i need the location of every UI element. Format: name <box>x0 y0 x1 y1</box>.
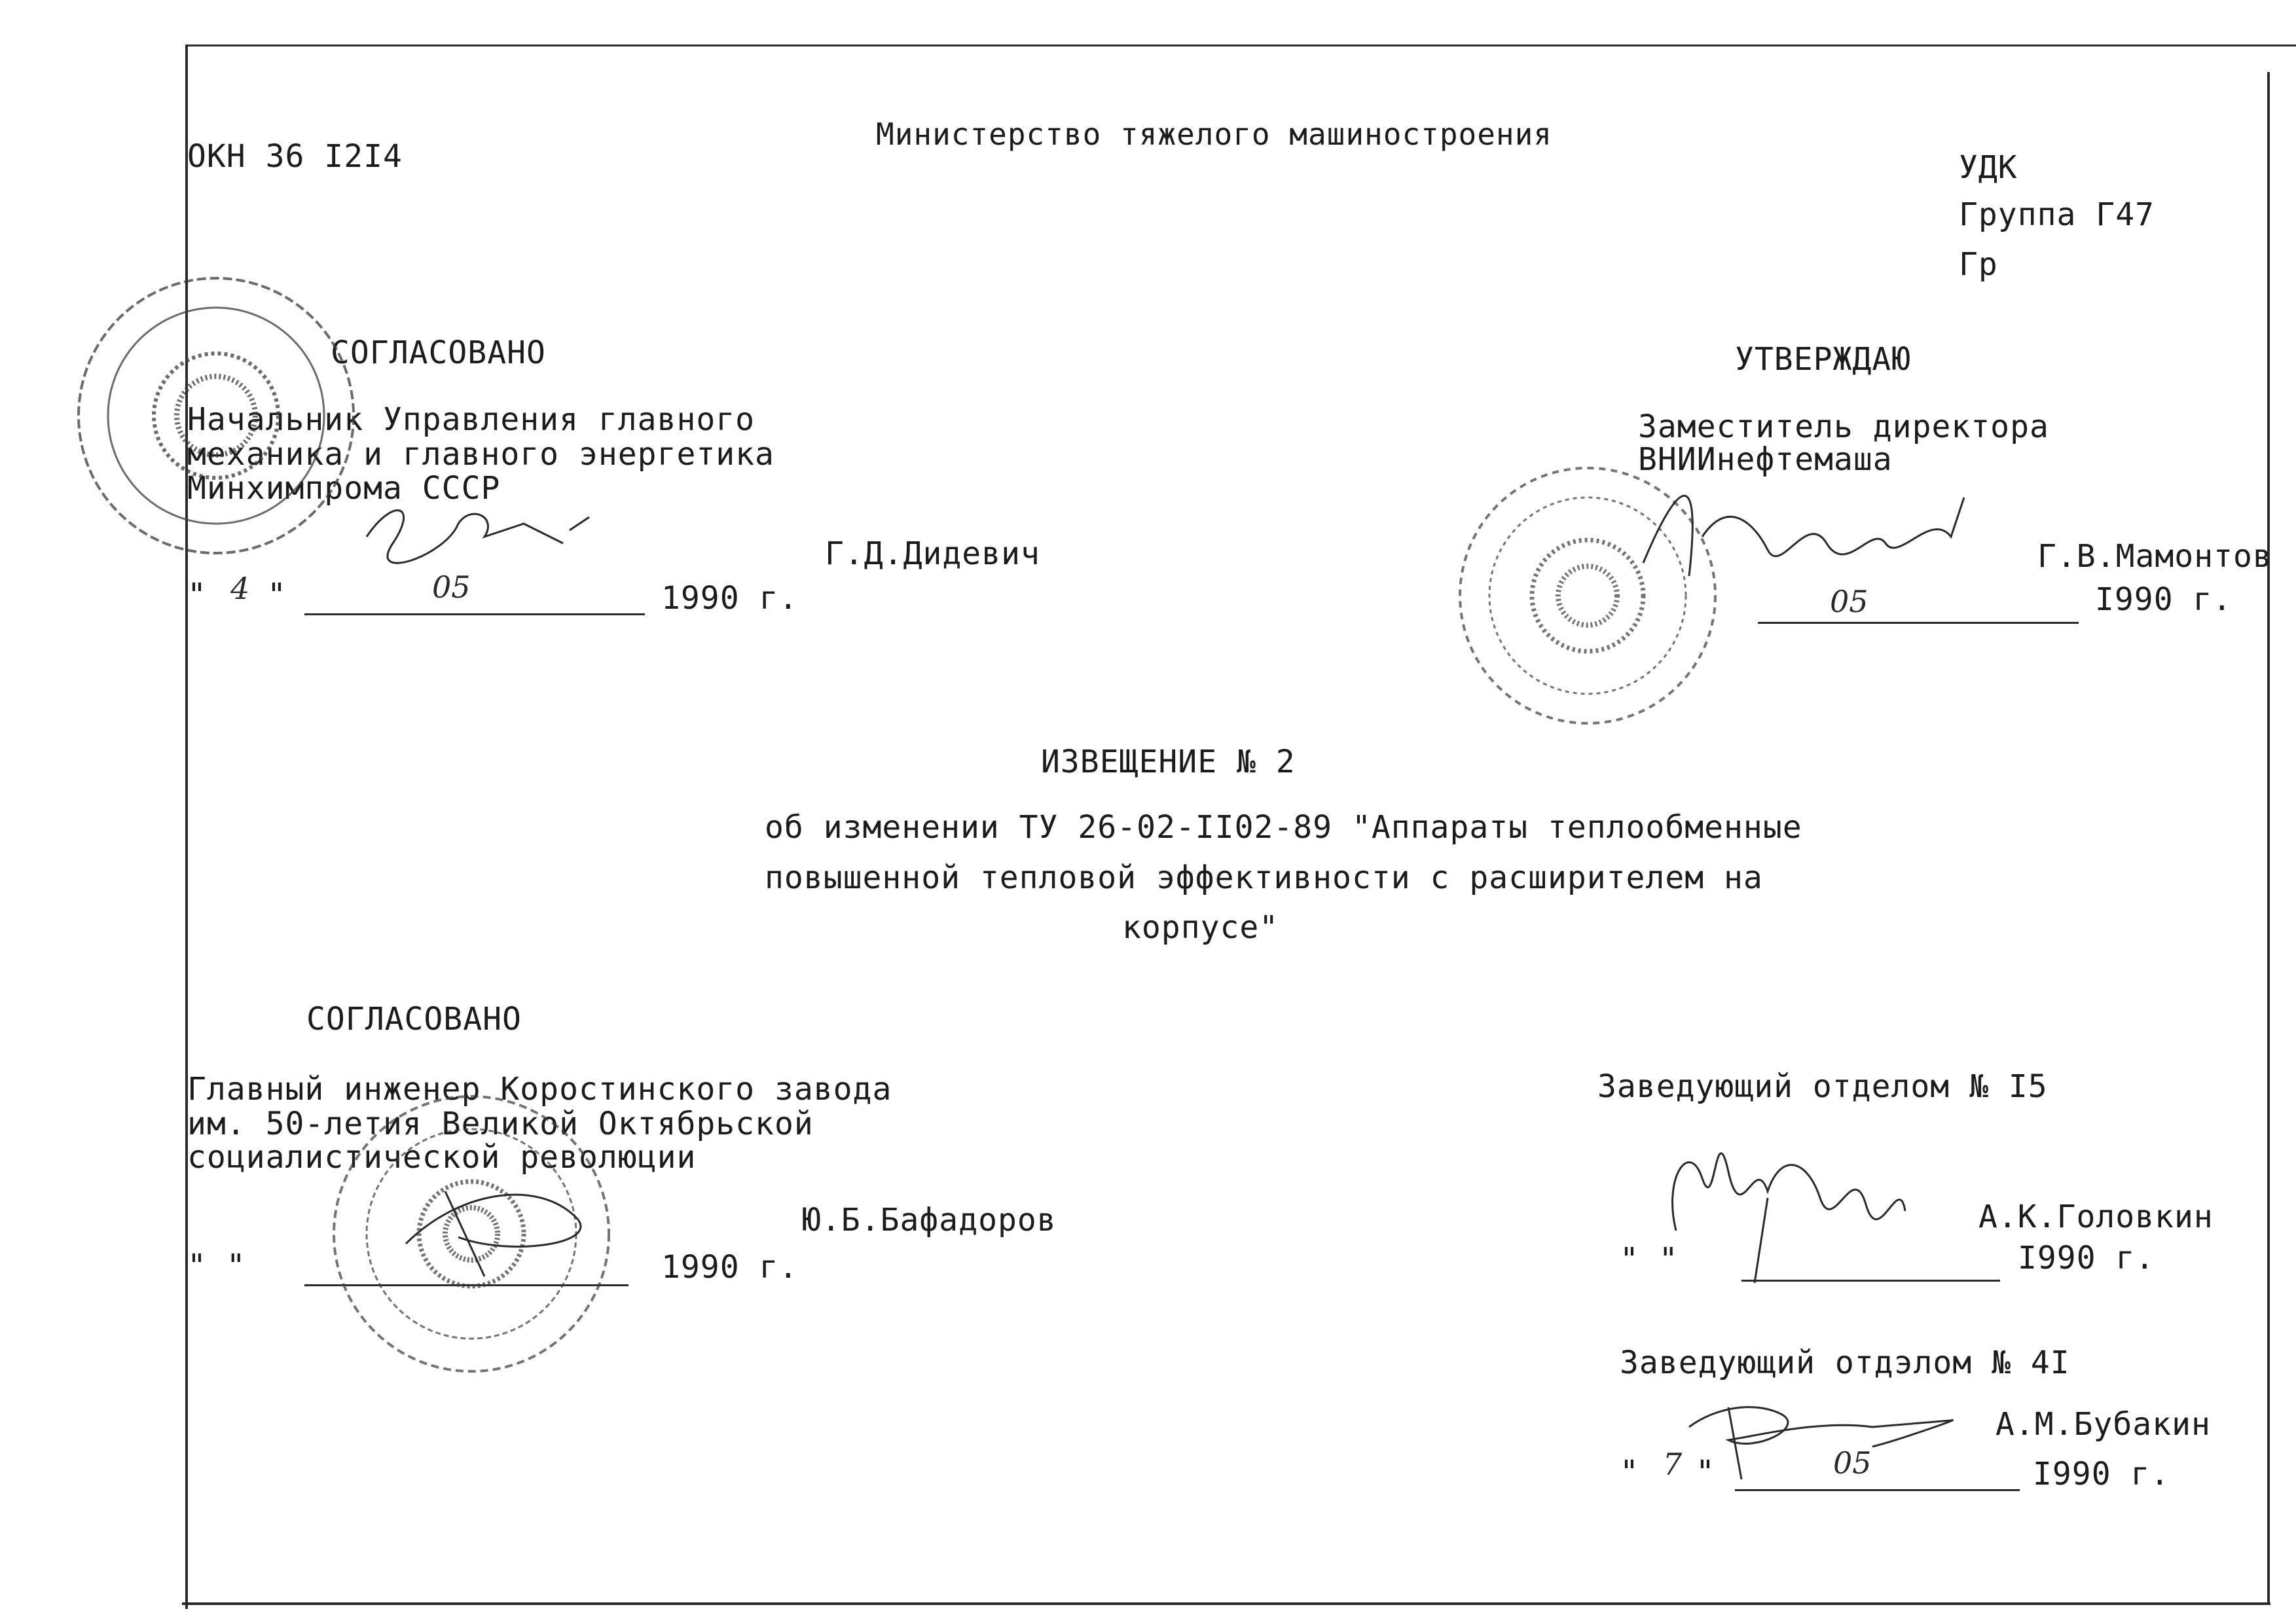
agreed-top-year: 1990 г. <box>661 580 799 617</box>
agreed-bottom-line3: социалистической революции <box>187 1139 697 1176</box>
notice-title: ИЗВЕЩЕНИЕ № 2 <box>1041 744 1296 780</box>
signature-bubakin <box>1689 1407 1953 1479</box>
notice-line2: повышенной тепловой эффективности с расширителем на <box>765 859 1763 896</box>
dept41-quote-open: " <box>1620 1454 1639 1490</box>
okn-code: ОКН 36 I2I4 <box>187 138 403 175</box>
dept15-quotes: " " <box>1620 1241 1679 1278</box>
agreed-bottom-heading: СОГЛАСОВАНО <box>306 1001 522 1038</box>
dept41-quote-close: " <box>1696 1454 1715 1490</box>
group-label: Группа Г47 <box>1959 196 2155 233</box>
signature-golovkin <box>1673 1153 1905 1283</box>
dept41-date-month: 05 <box>1833 1445 1872 1481</box>
approve-heading: УТВЕРЖДАЮ <box>1735 341 1912 378</box>
dept41-name: А.М.Бубакин <box>1995 1406 2211 1443</box>
dept15-heading: Заведующий отделом № I5 <box>1597 1068 2048 1105</box>
dept15-name: А.К.Головкин <box>1978 1199 2214 1235</box>
agreed-top-quote-close: " <box>267 577 287 613</box>
agreed-bottom-line2: им. 50-летия Великой Октябрьской <box>187 1106 814 1142</box>
signature-didevich <box>367 511 589 563</box>
agreed-bottom-quotes: " " <box>187 1248 246 1284</box>
round-stamp-bottom-left <box>334 1096 609 1371</box>
approve-date-month: 05 <box>1830 584 1868 619</box>
agreed-bottom-year: 1990 г. <box>661 1249 799 1286</box>
approve-line1: Заместитель директора <box>1638 408 2049 445</box>
agreed-top-line3: Минхимпрома СССР <box>187 470 501 507</box>
signature-bafadorov <box>406 1191 581 1276</box>
agreed-top-quote-open: " <box>187 577 207 613</box>
notice-line1: об изменении ТУ 26-02-II02-89 "Аппараты теплообменные <box>765 809 1802 846</box>
round-stamp-approve <box>1460 468 1715 723</box>
agreed-top-date-month: 05 <box>432 569 471 605</box>
agreed-top-heading: СОГЛАСОВАНО <box>331 334 546 371</box>
round-stamp-top-left <box>79 278 354 553</box>
agreed-top-line1: Начальник Управления главного <box>187 401 756 438</box>
dept15-year: I990 г. <box>2018 1240 2155 1276</box>
signature-mamontov <box>1643 496 1964 576</box>
dept41-heading: Заведующий отдэлом № 4I <box>1620 1344 2070 1381</box>
udk-label: УДК <box>1959 149 2018 186</box>
agreed-bottom-line1: Главный инженер Коростинского завода <box>187 1071 892 1108</box>
dept41-date-day: 7 <box>1663 1447 1683 1482</box>
dept41-year: I990 г. <box>2033 1456 2170 1492</box>
agreed-bottom-name: Ю.Б.Бафадоров <box>802 1202 1057 1238</box>
approve-year: I990 г. <box>2095 581 2232 618</box>
approve-name: Г.В.Мамонтов <box>2037 538 2272 575</box>
notice-line3: корпусе" <box>1122 909 1279 946</box>
gr-label: Гр <box>1959 246 1998 283</box>
ministry-title: Министерство тяжелого машиностроения <box>876 117 1552 152</box>
approve-line2: ВНИИнефтемаша <box>1638 441 1893 478</box>
agreed-top-line2: механика и главного энергетика <box>187 436 774 473</box>
agreed-top-date-day: 4 <box>230 571 250 606</box>
agreed-top-name: Г.Д.Дидевич <box>825 535 1040 572</box>
